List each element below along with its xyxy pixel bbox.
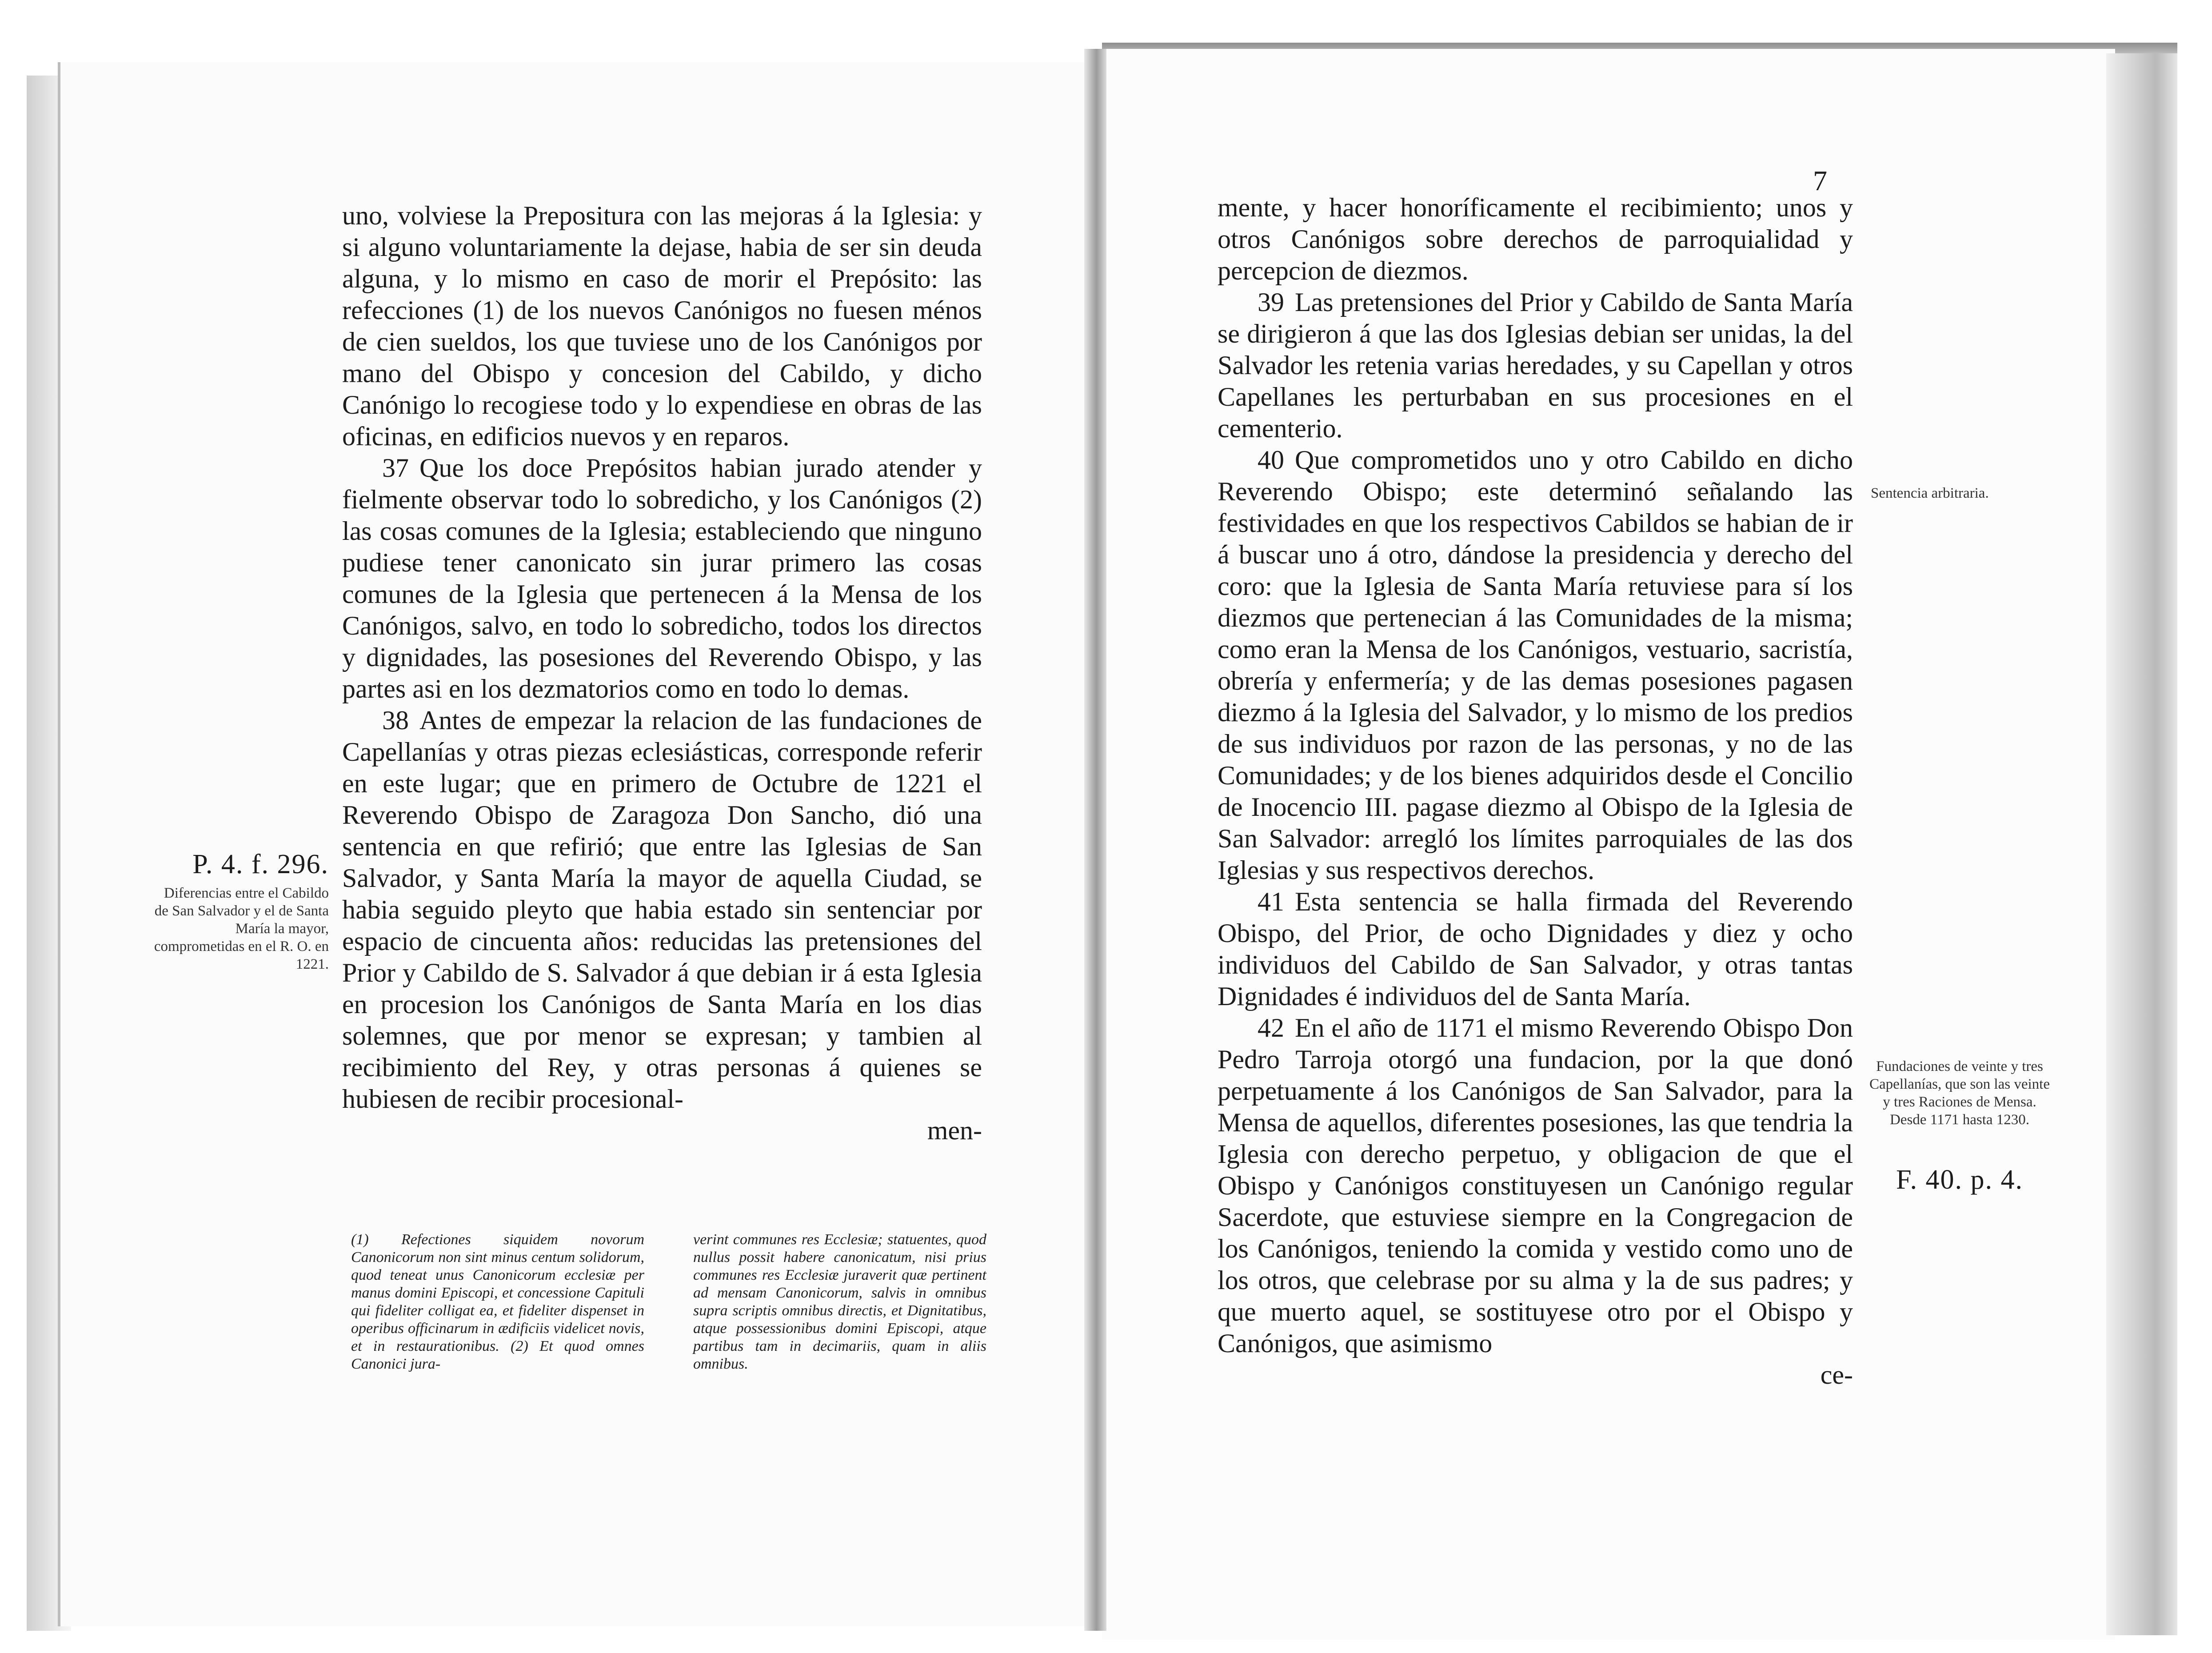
paragraph-40: 40 Que comprometidos uno y otro Cabildo en dicho Reverendo Obispo; este determinó señalando las festividades en que los respectivos Cabildos se habian de ir á buscar uno á otro, dándose la presidencia y derecho del coro: que la Iglesia de Santa María retuviese para sí los diezmos que pertenecian á las Comunidades de la misma; como eran la Mensa de los Canónigos, vestuario, sacristía, obrería y enfermería; y de las demas posesiones pagasen diezmo á la Iglesia del Salvador, y lo mismo de los predios de sus individuos por razon de las personas, y no de las Comunidades; y de los bienes adquiridos desde el Concilio de Inocencio III. pagase diezmo al Obispo de la Iglesia de San Salvador: arregló los límites parroquiales de las dos Iglesias y sus respectivos derechos. bbox=[1218, 445, 1853, 885]
catchword: men- bbox=[927, 1116, 982, 1145]
paragraph-37: 37 Que los doce Prepósitos habian jurado atender y fielmente observar todo lo sobredicho, y los Canónigos (2) las cosas comunes de la Iglesia; estableciendo que ninguno pudiese tener canonicato sin jurar primero las cosas comunes de la Iglesia que pertenecen á la Mensa de los Canónigos, salvo, en todo lo sobredicho, todos los directos y dignidades, las posesiones del Reverendo Obispo, y las partes asi en los dezmatorios como en todo lo demas. bbox=[342, 453, 982, 703]
paragraph-38: 38 Antes de empezar la relacion de las fundaciones de Capellanías y otras piezas eclesiásticas, corresponde referir en este lugar; que en primero de Octubre de 1221 el Reverendo Obispo de Zaragoza Don Sancho, dió una sentencia en que refirió; que entre las Iglesias de San Salvador, y Santa María la mayor de aquella Ciudad, se habia seguido pleyto que habia estado sin sentenciar por espacio de cincuenta años: reducidas las pretensiones del Prior y Cabildo de S. Salvador á que debian ir á esta Iglesia en procesion los Canónigos de Santa María en los dias solemnes, que por menor se expresan; y tambien al recibimiento del Rey, y otras personas á quienes se hubiesen de recibir procesional- bbox=[342, 706, 982, 1114]
margin-reference: F. 40. p. 4. bbox=[1896, 1165, 2024, 1195]
paragraph-39: 39 Las pretensiones del Prior y Cabildo de Santa María se dirigieron á que las dos Iglesias debian ser unidas, la del Salvador les retenia varias heredades, y su Capellan y otros Capellanes les perturbaban en sus procesiones en el cementerio. bbox=[1218, 287, 1853, 443]
right-page-edge bbox=[2106, 53, 2177, 1635]
left-body-text bbox=[342, 200, 982, 1146]
margin-note-fundaciones: Fundaciones de veinte y tres Capellanías, que son las veinte y tres Raciones de Mensa. Desde 1171 hasta 1230. bbox=[1869, 1058, 2050, 1128]
margin-note-sentencia: Sentencia arbitraria. bbox=[1871, 485, 1989, 501]
right-body-text bbox=[1218, 192, 1853, 1391]
margin-reference: P. 4. f. 296. bbox=[192, 849, 329, 879]
footnotes-column-1: (1) Refectiones siquidem novorum Canonicorum non sint minus centum solidorum, quod teneat unus Canonicorum ecclesiæ per manus domini Episcopi, et concessione Capituli qui fideliter colligat ea, et fideliter dispenset in operibus officinarum in ædificiis videlicet novis, et in restaurationibus. (2) Et quod omnes Canonici jura- bbox=[351, 1231, 644, 1372]
margin-note: Diferencias entre el Cabildo de San Salvador y el de Santa María la mayor, comprometidas en el R. O. en 1221. bbox=[154, 885, 329, 972]
paragraph-41: 41 Esta sentencia se halla firmada del Reverendo Obispo, del Prior, de ocho Dignidades y diez y ocho individuos del Cabildo de San Salvador, y otras tantas Dignidades é individuos del de Santa María. bbox=[1218, 887, 1853, 1011]
paragraph: uno, volviese la Prepositura con las mejoras á la Iglesia: y si alguno voluntariamente la dejase, habia de ser sin deuda alguna, y lo mismo en caso de morir el Prepósito: las refecciones (1) de los nuevos Canónigos no fuesen ménos de cien sueldos, los que tuviese uno de los Canónigos por mano del Obispo y concesion del Cabildo, y dicho Canónigo lo recogiese todo y lo expendiese en obras de las oficinas, en edificios nuevos y en reparos. bbox=[342, 201, 982, 451]
paragraph-number: 39 bbox=[1258, 287, 1284, 317]
paragraph: mente, y hacer honoríficamente el recibimiento; unos y otros Canónigos sobre derechos de parroquialidad y percepcion de diezmos. bbox=[1218, 193, 1853, 285]
paragraph-42: 42 En el año de 1171 el mismo Reverendo Obispo Don Pedro Tarroja otorgó una fundacion, por la que donó perpetuamente á los Canónigos de San Salvador, para la Mensa de aquellos, diferentes posesiones, las que tendria la Iglesia con derecho perpetuo, y obligacion de que el Obispo y Canónigos constituyesen un Canónigo regular Sacerdote, que estuviese siempre en la Congregacion de los Canónigos, teniendo la comida y vestido como uno de los otros, que celebrase por su alma y la de sus padres; y que muerto aquel, se sostituyese otro por el Obispo y Canónigos, que asimismo bbox=[1218, 1013, 1853, 1358]
paragraph-number: 42 bbox=[1258, 1013, 1284, 1042]
paragraph-number: 37 bbox=[382, 453, 409, 483]
page-number: 7 bbox=[1813, 165, 1827, 196]
paragraph-number: 40 bbox=[1258, 445, 1284, 475]
paragraph-number: 38 bbox=[382, 706, 409, 735]
catchword: ce- bbox=[1820, 1360, 1853, 1389]
book-gutter bbox=[1084, 49, 1106, 1631]
paragraph-number: 41 bbox=[1258, 887, 1284, 916]
footnotes-column-2: verint communes res Ecclesiæ; statuentes, quod nullus possit habere canonicatum, nisi prius communes res Ecclesiæ juraverit quæ pertinent ad mensam Canonicorum, salvis in omnibus supra scriptis omnibus directis, et Dignitatibus, atque possessionibus domini Episcopi, atque partibus tam in decimariis, quam in aliis omnibus. bbox=[693, 1231, 986, 1372]
